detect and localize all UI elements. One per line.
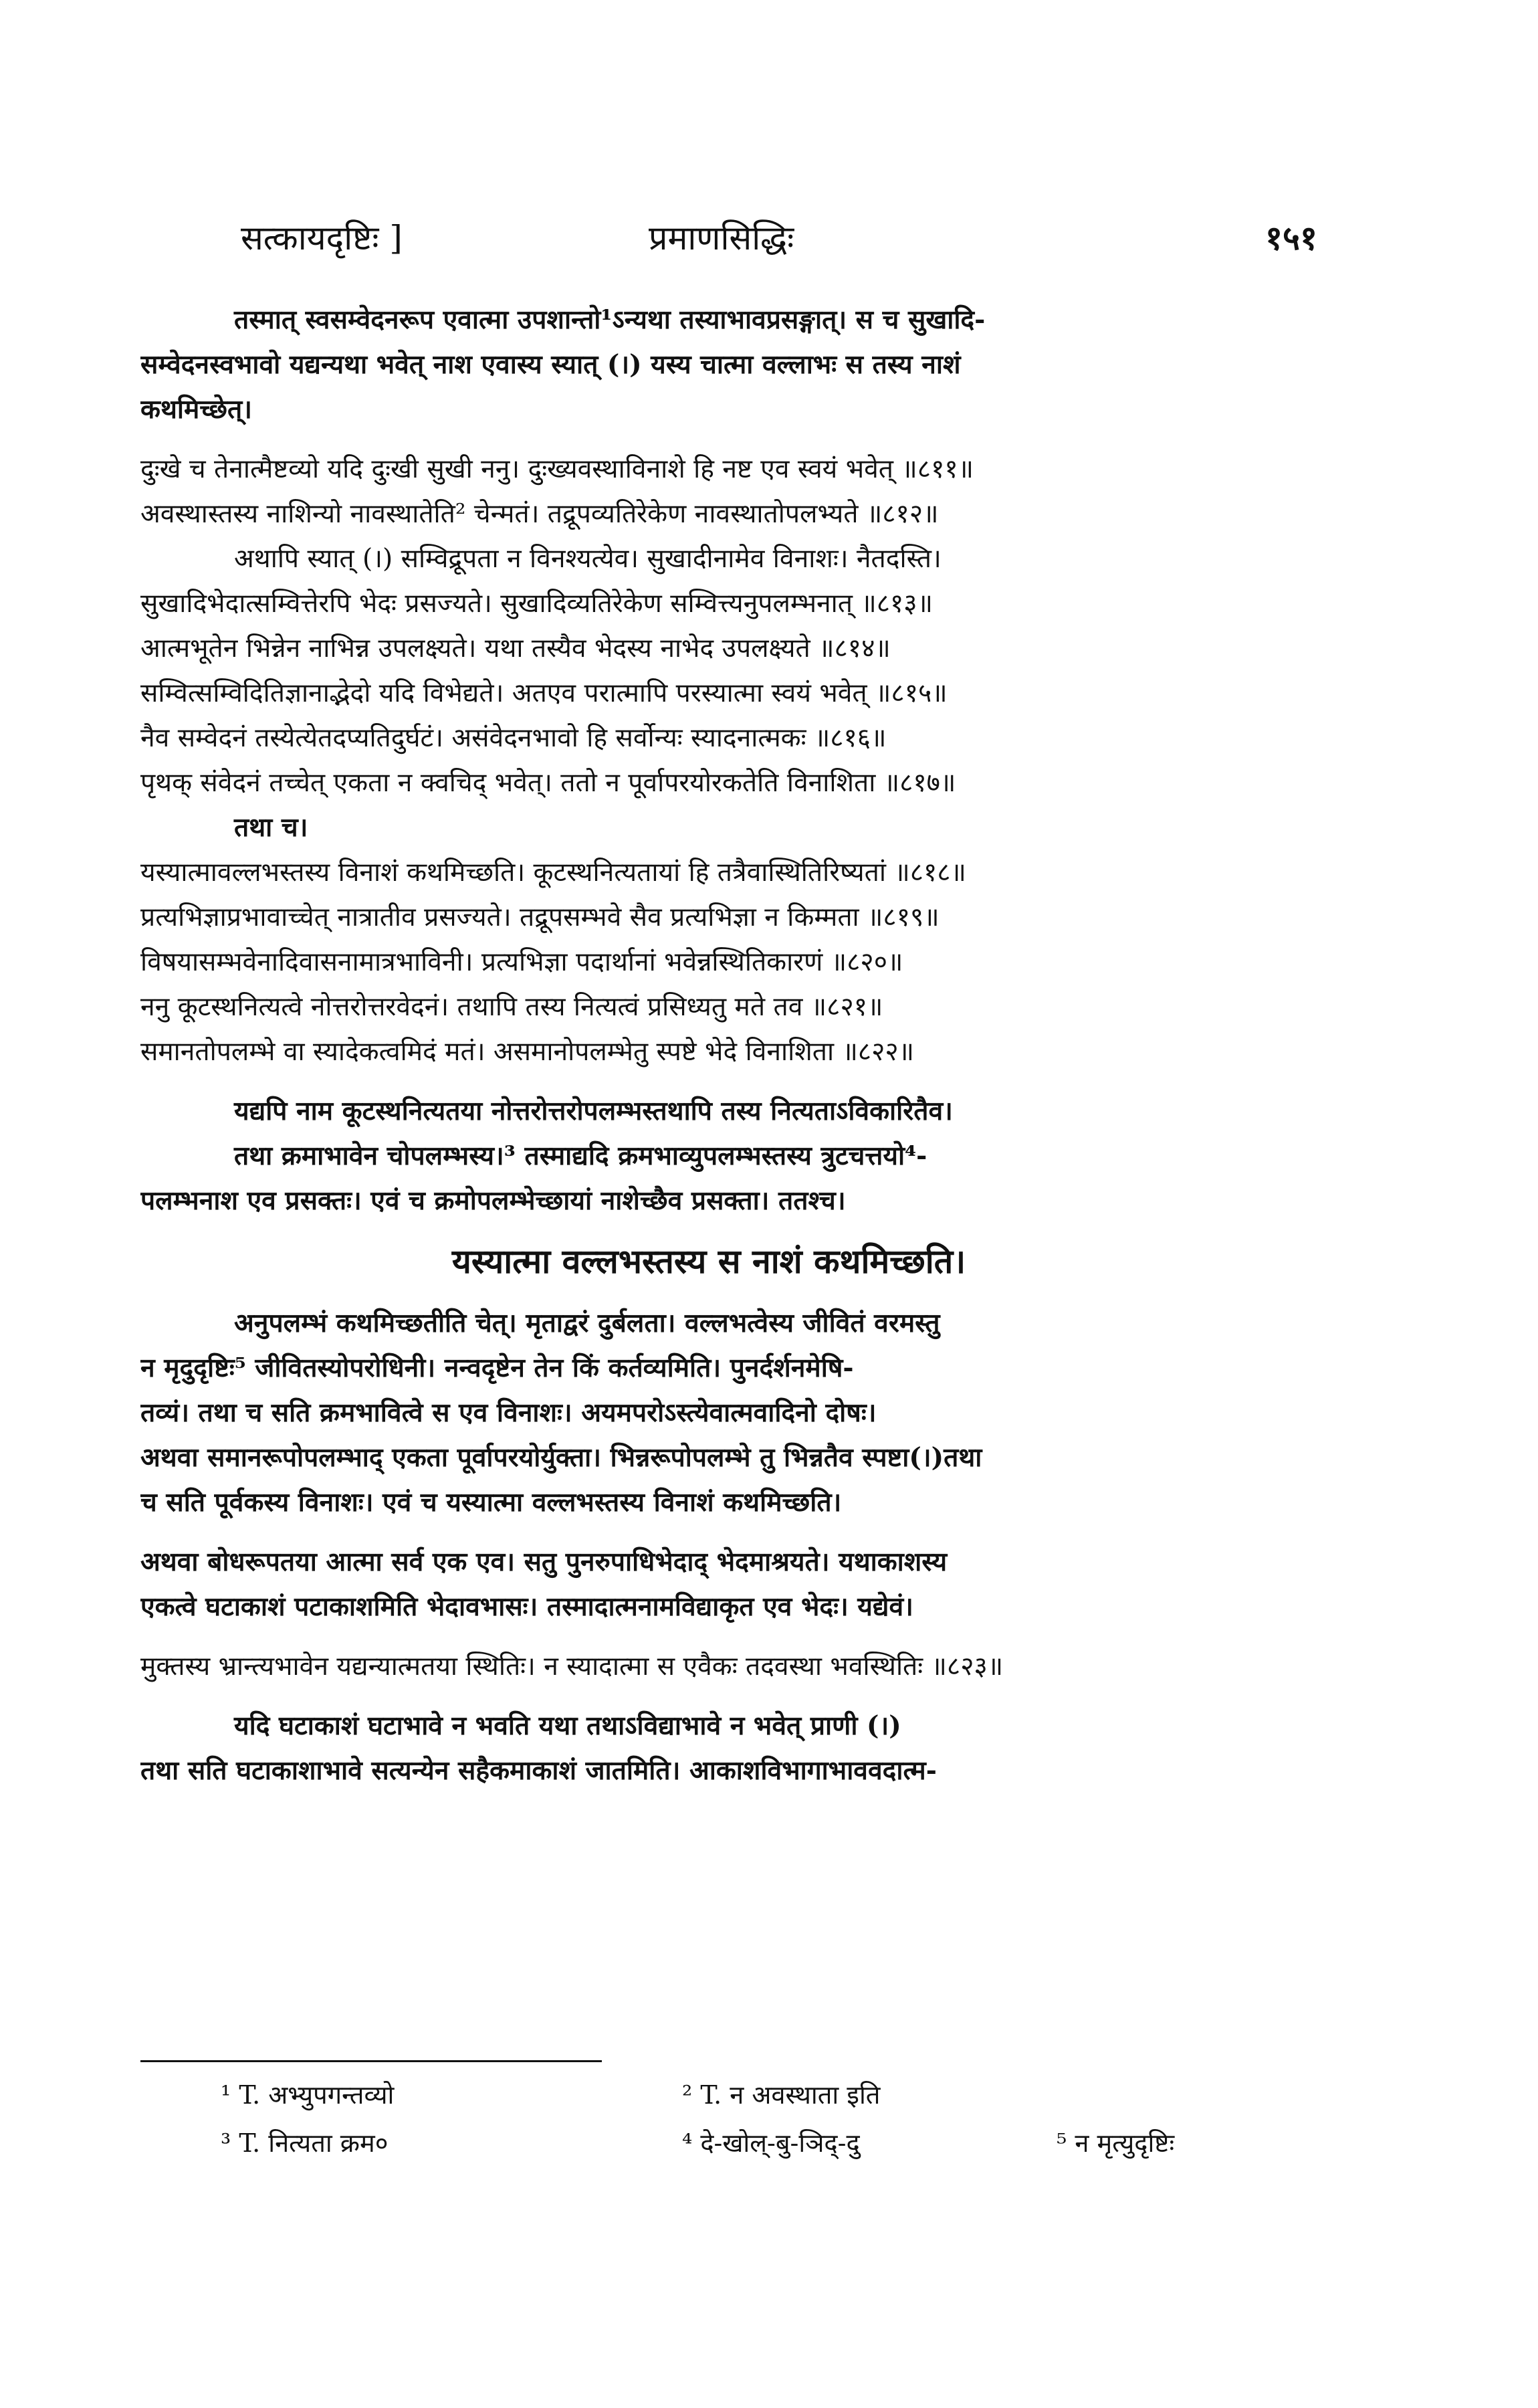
prose-line: तव्यं। तथा च सति क्रमभावित्वे स एव विनाशः। अयमपरोऽस्त्येवात्मवादिनो दोषः। (140, 1397, 877, 1428)
prose-line: पलम्भनाश एव प्रसक्तः। एवं च क्रमोपलम्भेच्छायां नाशेच्छैव प्रसक्ता। ततश्च। (140, 1185, 846, 1216)
prose-line: यदि घटाकाशं घटाभावे न भवति यथा तथाऽविद्याभावे न भवेत् प्राणी (।) (234, 1710, 901, 1741)
verse-line: ननु कूटस्थनित्यत्वे नोत्तरोत्तरवेदनं। तथापि तस्य नित्यत्वं प्रसिध्यतु मते तव ॥८२१॥ (140, 992, 883, 1022)
verse-line: दुःखे च तेनात्मैष्टव्यो यदि दुःखी सुखी ननु। दुःख्यवस्थाविनाशे हि नष्ट एव स्वयं भवेत् ॥८११॥ (140, 454, 974, 484)
running-head-left: सत्कायदृष्टिः ] (241, 219, 403, 258)
spacer (140, 432, 1277, 447)
prose-line: च सति पूर्वकस्य विनाशः। एवं च यस्यात्मा वल्लभस्तस्य विनाशं कथमिच्छति। (140, 1487, 842, 1518)
spacer (140, 1074, 1277, 1089)
page-header (241, 214, 1317, 261)
prose-line: तथा क्रमाभावेन चोपलम्भस्य।³ तस्माद्यदि क्रमभाव्युपलम्भस्तस्य त्रुटचत्तयो⁴- (234, 1140, 927, 1171)
prose-line: अनुपलम्भं कथमिच्छतीति चेत्। मृताद्वरं दुर्बलता। वल्लभत्वेस्य जीवितं वरमस्तु (234, 1308, 940, 1338)
prose-line: यद्यपि नाम कूटस्थनित्यतया नोत्तरोत्तरोपलम्भस्तथापि तस्य नित्यताऽविकारितैव। (234, 1096, 953, 1126)
footnote-rule (140, 2060, 602, 2062)
verse-line: आत्मभूतेन भिन्नेन नाभिन्न उपलक्ष्यते। यथा तस्यैव भेदस्य नाभेद उपलक्ष्यते ॥८१४॥ (140, 633, 891, 664)
prose-line: न मृदुदृष्टिः⁵ जीवितस्योपरोधिनी। नन्वदृष्टेन तेन किं कर्तव्यमिति। पुनर्दर्शनमेषि- (140, 1352, 854, 1383)
running-head-title: प्रमाणसिद्धिः (649, 219, 794, 258)
spacer (140, 1525, 1277, 1540)
page-number: १५१ (1265, 218, 1317, 258)
prose-line: अथवा समानरूपोपलम्भाद् एकता पूर्वापरयोर्युक्ता। भिन्नरूपोपलम्भे तु भिन्नतैव स्पष्टा(।)तथा (140, 1442, 982, 1473)
footnote-5: ⁵ न मृत्युदृष्टिः (1057, 2128, 1175, 2158)
prose-line: एकत्वे घटाकाशं पटाकाशमिति भेदावभासः। तस्मादात्मनामविद्याकृत एव भेदः। यद्येवं। (140, 1591, 913, 1622)
page-body (140, 298, 1277, 1793)
spacer (140, 1689, 1277, 1704)
prose-line: तथा सति घटाकाशाभावे सत्यन्येन सहैकमाकाशं जातमिति। आकाशविभागाभाववदात्म- (140, 1755, 937, 1786)
prose-line: अथवा बोधरूपतया आत्मा सर्व एक एव। सतु पुनरुपाधिभेदाद् भेदमाश्रयते। यथाकाशस्य (140, 1546, 948, 1577)
section-heading: यस्यात्मा वल्लभस्तस्य स नाशं कथमिच्छति। (451, 1241, 966, 1281)
verse-line: अवस्थास्तस्य नाशिन्यो नावस्थातेति² चेन्मतं। तद्रूपव्यतिरेकेण नावस्थातोपलभ्यते ॥८१२॥ (140, 499, 939, 529)
verse-line: मुक्तस्य भ्रान्त्यभावेन यद्यन्यात्मतया स्थितिः। न स्यादात्मा स एवैकः तदवस्था भवस्थितिः ॥८२३॥ (140, 1651, 1004, 1682)
verse-line: समानतोपलम्भे वा स्यादेकत्वमिदं मतं। असमानोपलम्भेतु स्पष्टे भेदे विनाशिता ॥८२२॥ (140, 1037, 915, 1067)
prose-line: कथमिच्छेत्। (140, 394, 252, 425)
prose-line: सम्वेदनस्वभावो यद्यन्यथा भवेत् नाश एवास्य स्यात् (।) यस्य चात्मा वल्लाभः स तस्य नाशं (140, 349, 961, 380)
verse-line: पृथक् संवेदनं तच्चेत् एकता न क्वचिद् भवेत्। ततो न पूर्वापरयोरकतेति विनाशिता ॥८१७॥ (140, 768, 956, 798)
verse-line: विषयासम्भवेनादिवासनामात्रभाविनी। प्रत्यभिज्ञा पदार्थानां भवेन्नस्थितिकारणं ॥८२०॥ (140, 947, 903, 977)
verse-line: प्रत्यभिज्ञाप्रभावाच्चेत् नात्रातीव प्रसज्यते। तद्रूपसम्भवे सैव प्रत्यभिज्ञा न किम्मता ॥८१९॥ (140, 902, 940, 932)
footnote-3: ³ T. नित्यता क्रम० (221, 2128, 389, 2158)
verse-line: नैव सम्वेदनं तस्येत्येतदप्यतिदुर्घटं। असंवेदनभावो हि सर्वोन्यः स्यादनात्मकः ॥८१६॥ (140, 723, 887, 753)
prose-line: तस्मात् स्वसम्वेदनरूप एवात्मा उपशान्तो¹ऽन्यथा तस्याभावप्रसङ्गात्। स च सुखादि- (234, 304, 986, 335)
verse-line: सम्वित्सम्विदितिज्ञानाद्भेदो यदि विभेद्यते। अतएव परात्मापि परस्यात्मा स्वयं भवेत् ॥८१५॥ (140, 678, 948, 708)
prose-line: अथापि स्यात् (।) सम्विद्रूपता न विनश्यत्येव। सुखादीनामेव विनाशः। नैतदस्ति। (234, 544, 942, 574)
footnote-2: ² T. न अवस्थाता इति (682, 2080, 881, 2110)
verse-line: सुखादिभेदात्सम्वित्तेरपि भेदः प्रसज्यते। सुखादिव्यतिरेकेण सम्वित्त्यनुपलम्भनात् ॥८१३॥ (140, 589, 933, 619)
prose-line: तथा च। (234, 812, 308, 843)
spacer (140, 1629, 1277, 1644)
footnote-1: ¹ T. अभ्युपगन्तव्यो (221, 2080, 395, 2110)
verse-line: यस्यात्मावल्लभस्तस्य विनाशं कथमिच्छति। कूटस्थनित्यतायां हि तत्रैवास्थितिरिष्यतां ॥८१८॥ (140, 858, 966, 888)
footnote-4: ⁴ दे-खोल्-बु-ञिद्-दु (682, 2128, 860, 2158)
